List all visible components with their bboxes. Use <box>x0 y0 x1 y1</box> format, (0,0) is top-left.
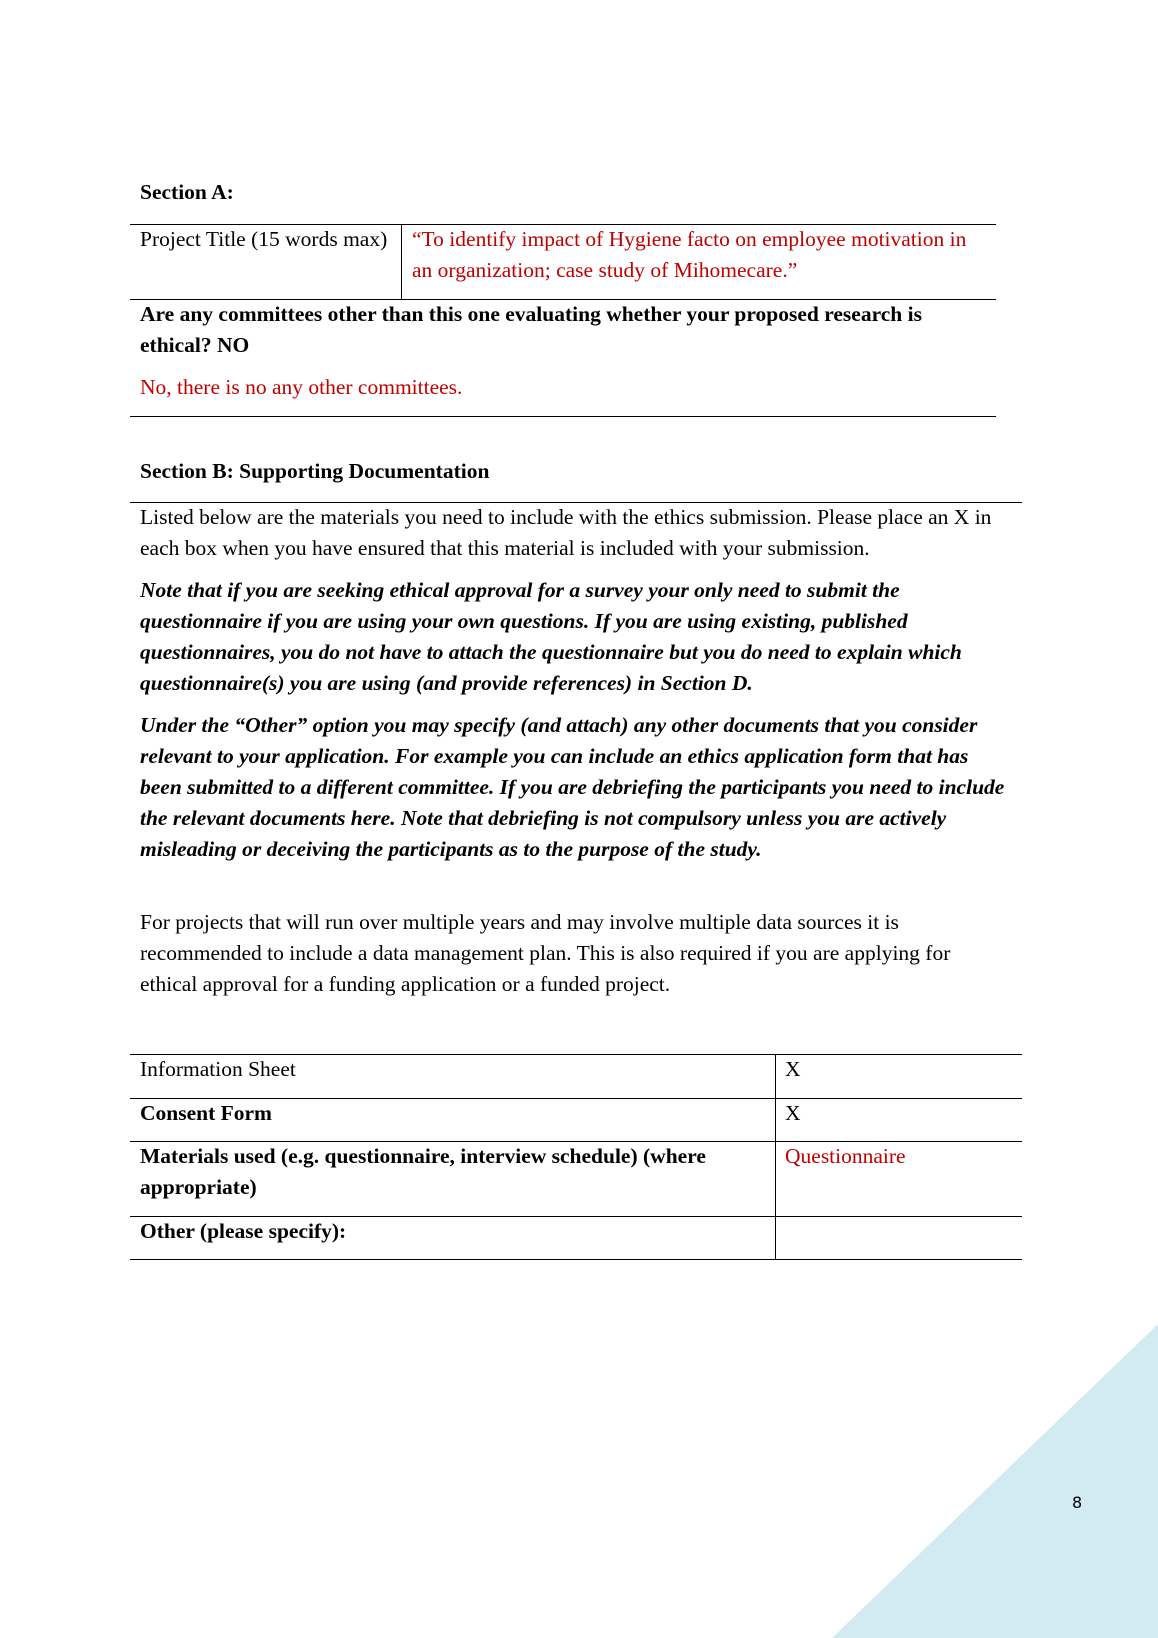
checklist-value-information-sheet: X <box>785 1057 801 1081</box>
project-title-value: “To identify impact of Hygiene facto on employee motivation in an organization; case study of Mihomecare.” <box>412 227 967 282</box>
committees-answer: No, there is no any other committees. <box>140 375 463 399</box>
checklist-label-consent-form: Consent Form <box>140 1101 272 1125</box>
section-a-table-divider <box>401 224 402 299</box>
checklist-column-divider <box>775 1054 776 1259</box>
data-management-plan-note: For projects that will run over multiple years and may involve multiple data sources it is recommended to include a data management plan. This is also required if you are applying for ethical approval for a funding application or a funded project. <box>140 910 951 996</box>
checklist-label-materials: Materials used (e.g. questionnaire, interview schedule) (where appropriate) <box>140 1144 706 1199</box>
committees-question: Are any committees other than this one evaluating whether your proposed research is ethical? NO <box>140 302 922 357</box>
checklist-label-information-sheet: Information Sheet <box>140 1057 296 1081</box>
checklist-border-bottom <box>130 1259 1022 1260</box>
note-other: Under the “Other” option you may specify (and attach) any other documents that you consider relevant to your application. For example you can include an ethics application form that has been submitted to a different committee. If you are debriefing the participants you need to include the relevant documents here. Note that debriefing is not compulsory unless you are actively misleading or deceiving the participants as to the purpose of the study. <box>140 713 1005 861</box>
section-a-table-bottom-border <box>130 416 996 417</box>
checklist-value-consent-form: X <box>785 1101 801 1125</box>
checklist-value-materials: Questionnaire <box>785 1144 906 1168</box>
section-b-intro: Listed below are the materials you need to include with the ethics submission. Please place an X in each box when you have ensured that this material is included with your submission. <box>140 505 992 560</box>
page-number: 8 <box>1072 1493 1083 1512</box>
note-survey: Note that if you are seeking ethical approval for a survey your only need to submit the questionnaire if you are using your own questions. If you are using existing, published questionnaires, you do not have to attach the questionnaire but you do need to explain which questionnaire(s) you are using (and provide references) in Section D. <box>140 578 962 695</box>
section-a-heading: Section A: <box>140 180 234 204</box>
corner-triangle-decoration <box>832 1324 1158 1638</box>
project-title-label: Project Title (15 words max) <box>140 227 388 251</box>
checklist-label-other: Other (please specify): <box>140 1219 347 1243</box>
section-b-heading: Section B: Supporting Documentation <box>140 459 490 483</box>
